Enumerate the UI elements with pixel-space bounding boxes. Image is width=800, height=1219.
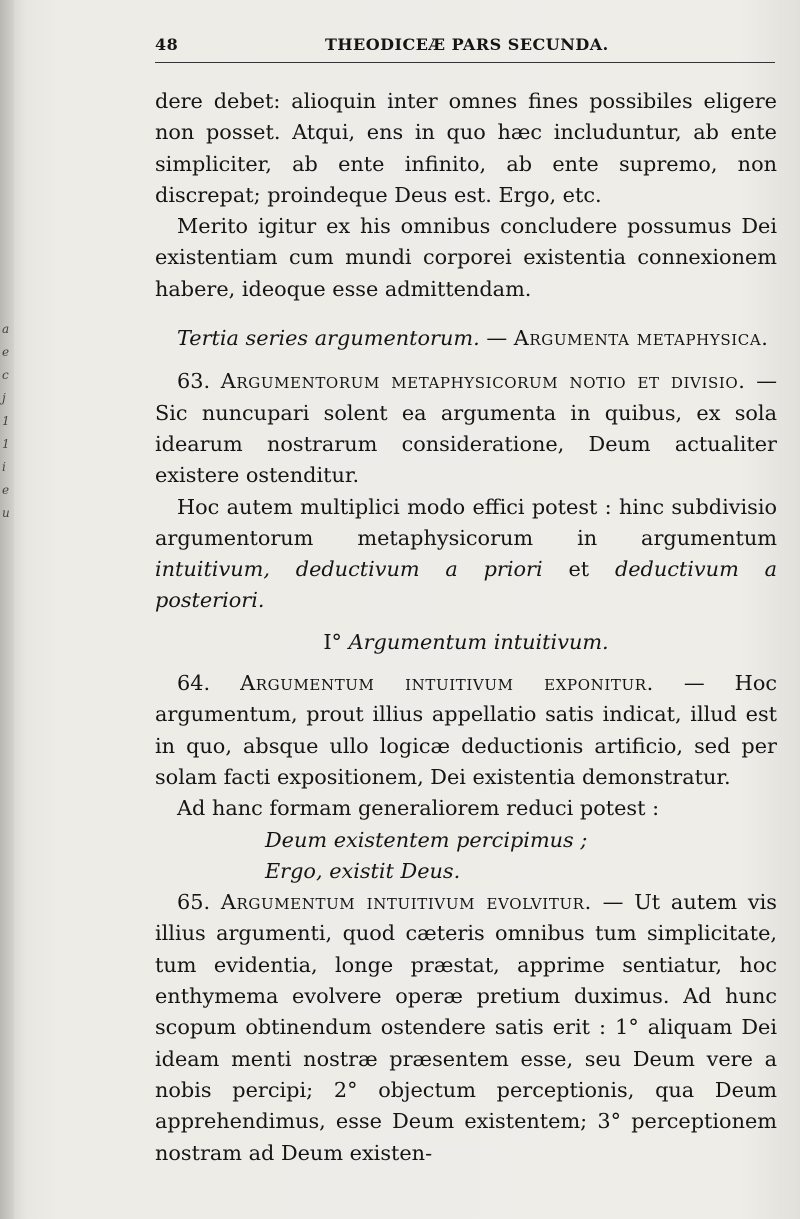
section-65-heading: Argumentum intuitivum evolvitur. bbox=[220, 890, 592, 915]
header-rule bbox=[155, 62, 775, 63]
formula-line-2-ergo: Ergo bbox=[265, 858, 316, 883]
series-title-italic: Tertia series argumentorum. bbox=[177, 326, 480, 351]
page-number: 48 bbox=[155, 35, 179, 54]
paragraph-4-italic-1: intuitivum, bbox=[155, 557, 270, 582]
formula-line-2 bbox=[155, 856, 777, 887]
margin-marks: a e c j 1 1 i e u bbox=[2, 322, 10, 520]
series-title-dash: — bbox=[479, 326, 514, 351]
paragraph-4-italic-3: deductivum a posteriori. bbox=[155, 557, 777, 613]
section-65 bbox=[155, 887, 777, 1169]
subsection-title-text: Argumentum intuitivum. bbox=[348, 629, 609, 654]
running-title: THEODICEÆ PARS SECUNDA. bbox=[325, 35, 609, 54]
section-64-number: 64. bbox=[177, 671, 241, 696]
section-64-text: — Hoc argumentum, prout illius appellatio satis indicat, illud est in quo, absque ullo logicæ deductionis artificio, sed per solam facti expositionem, Dei existentia demonstratur. bbox=[155, 671, 777, 789]
page-gutter bbox=[0, 0, 14, 1219]
section-63-text: — Sic nuncupari solent ea argumenta in quibus, ex sola idearum nostrarum consideratione, Deum actualiter existere ostenditur. bbox=[155, 369, 777, 488]
paragraph-4-b: et bbox=[542, 557, 615, 582]
body-text bbox=[155, 86, 777, 1169]
series-title-caps: Argumenta metaphysica. bbox=[513, 326, 769, 351]
formula-line-1: Deum existentem percipimus ; bbox=[265, 827, 588, 852]
section-65-number: 65. bbox=[177, 890, 221, 915]
section-64 bbox=[155, 668, 777, 793]
subsection-title bbox=[155, 627, 777, 658]
section-63 bbox=[155, 366, 777, 491]
subsection-number: I° bbox=[323, 629, 349, 654]
section-64-heading: Argumentum intuitivum exponitur. bbox=[240, 671, 654, 696]
paragraph-1: dere debet: alioquin inter omnes fines possibiles eligere non posset. Atqui, ens in quo hæc includuntur, ab ente simpliciter, ab ente infinito, ab ente supremo, non discrepat; proindeque Deus est. Ergo, etc. bbox=[155, 89, 777, 207]
section-63-heading: Argumentorum metaphysicorum notio et divisio. bbox=[220, 369, 746, 394]
paragraph-2: Merito igitur ex his omnibus concludere possumus Dei existentiam cum mundi corporei existentia connexionem habere, ideoque esse admittendam. bbox=[155, 214, 777, 301]
series-title bbox=[155, 323, 777, 354]
section-65-text: — Ut autem vis illius argumenti, quod cæteris omnibus tum simplicitate, tum evidentia, longe præstat, apprime sentiatur, hoc enthymema evolvere operæ pretium duximus. Ad hunc scopum obtinendum ostendere satis erit : 1° aliquam Dei ideam menti nostræ præsentem esse, seu Deum vere a nobis percipi; 2° objectum perceptionis, qua Deum apprehendimus, esse Deum existentem; 3° perceptionem nostram ad Deum existen- bbox=[155, 890, 777, 1165]
paragraph-4-italic-2: deductivum a priori bbox=[295, 557, 543, 582]
paragraph-6: Ad hanc formam generaliorem reduci potest : bbox=[177, 796, 660, 821]
formula-line-2-rest: , existit Deus. bbox=[315, 858, 461, 883]
paragraph-4 bbox=[155, 492, 777, 617]
paragraph-4-space bbox=[270, 557, 296, 581]
paragraph-4-a: Hoc autem multiplici modo effici potest : hinc subdivisio argumentorum metaphysicorum in argumentum bbox=[155, 494, 777, 550]
section-63-number: 63. bbox=[177, 369, 221, 394]
running-header bbox=[155, 35, 775, 59]
